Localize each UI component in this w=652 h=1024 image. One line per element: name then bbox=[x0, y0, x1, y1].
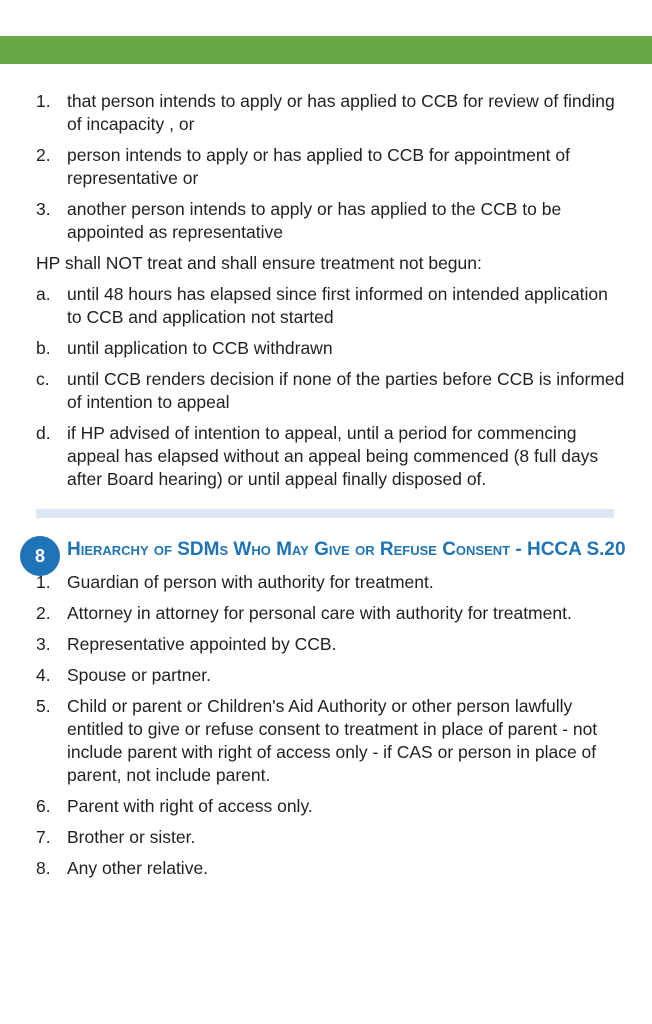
list-item bbox=[36, 826, 626, 849]
list-item bbox=[36, 90, 626, 136]
list-marker: 5. bbox=[36, 696, 51, 716]
list-marker: b. bbox=[36, 338, 51, 358]
list-marker: 3. bbox=[36, 199, 51, 219]
list-marker: d. bbox=[36, 423, 51, 443]
list-item-text: person intends to apply or has applied to CCB for appointment of representative or bbox=[67, 145, 570, 188]
list-item-text: that person intends to apply or has applied to CCB for review of finding of incapacity , or bbox=[67, 91, 615, 134]
list-item bbox=[36, 633, 626, 656]
page-content bbox=[36, 90, 626, 888]
list-marker: 1. bbox=[36, 572, 51, 592]
list-item-text: Child or parent or Children's Aid Authority or other person lawfully entitled to give or refuse consent to treatment in place of parent - not include parent with right of access only - if CAS or person in place of parent, not include parent. bbox=[67, 696, 598, 785]
list-item-text: Any other relative. bbox=[67, 858, 209, 878]
list-item bbox=[36, 664, 626, 687]
list-marker: 3. bbox=[36, 634, 51, 654]
list-item-text: if HP advised of intention to appeal, until a period for commencing appeal has elapsed without an appeal being commenced (8 full days after Board hearing) or until appeal finally disposed of. bbox=[67, 423, 599, 489]
sdm-hierarchy-list bbox=[36, 571, 626, 880]
section-divider bbox=[36, 509, 614, 518]
list-item bbox=[36, 571, 626, 594]
list-marker: 2. bbox=[36, 145, 51, 165]
list-marker: 1. bbox=[36, 91, 51, 111]
list-item bbox=[36, 283, 626, 329]
list-item bbox=[36, 857, 626, 880]
hp-statement: HP shall NOT treat and shall ensure treatment not begun: bbox=[36, 253, 482, 273]
list-item-text: Brother or sister. bbox=[67, 827, 196, 847]
list-item bbox=[36, 368, 626, 414]
section-heading bbox=[34, 536, 626, 566]
list-marker: 7. bbox=[36, 827, 51, 847]
section-number-badge: 8 bbox=[20, 536, 60, 576]
list-item bbox=[36, 602, 626, 625]
list-item bbox=[36, 337, 626, 360]
conditions-list bbox=[36, 90, 626, 244]
list-item bbox=[36, 144, 626, 190]
list-item-text: Spouse or partner. bbox=[67, 665, 211, 685]
list-marker: 4. bbox=[36, 665, 51, 685]
list-item bbox=[36, 795, 626, 818]
list-item-text: Guardian of person with authority for treatment. bbox=[67, 572, 434, 592]
list-marker: 2. bbox=[36, 603, 51, 623]
list-item bbox=[36, 695, 626, 787]
list-marker: a. bbox=[36, 284, 51, 304]
list-item-text: Parent with right of access only. bbox=[67, 796, 313, 816]
list-marker: 8. bbox=[36, 858, 51, 878]
treatment-restrictions-list bbox=[36, 283, 626, 491]
list-item-text: Attorney in attorney for personal care with authority for treatment. bbox=[67, 603, 572, 623]
list-item-text: until application to CCB withdrawn bbox=[67, 338, 333, 358]
list-item bbox=[36, 422, 626, 491]
list-item-text: until CCB renders decision if none of the parties before CCB is informed of intention to appeal bbox=[67, 369, 625, 412]
list-marker: c. bbox=[36, 369, 50, 389]
header-band bbox=[0, 36, 652, 64]
list-item-text: another person intends to apply or has applied to the CCB to be appointed as representative bbox=[67, 199, 562, 242]
list-item bbox=[36, 198, 626, 244]
list-marker: 6. bbox=[36, 796, 51, 816]
list-item-text: until 48 hours has elapsed since first informed on intended application to CCB and application not started bbox=[67, 284, 608, 327]
list-item-text: Representative appointed by CCB. bbox=[67, 634, 337, 654]
section-title: Hierarchy of SDMs Who May Give or Refuse Consent - HCCA S.20 bbox=[67, 539, 626, 560]
